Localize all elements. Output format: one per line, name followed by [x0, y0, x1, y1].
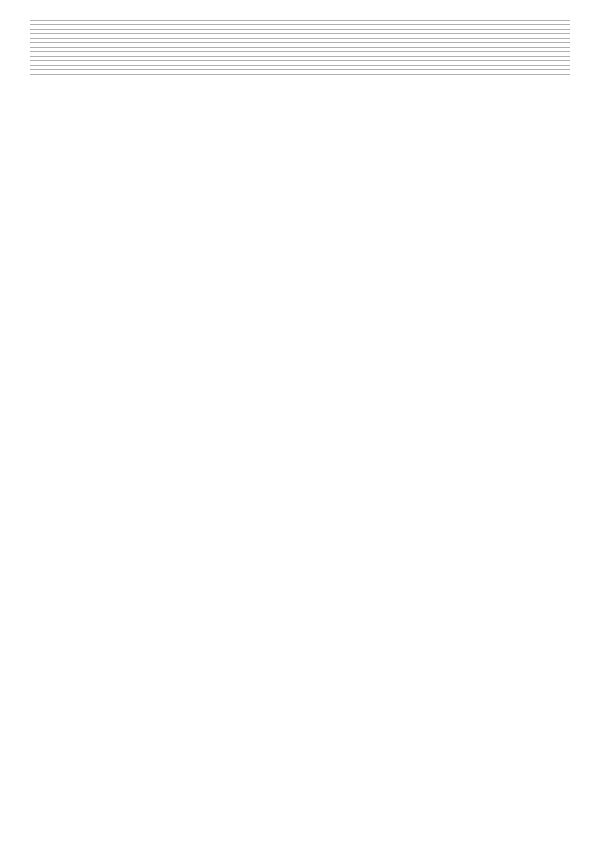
glossary-document — [30, 16, 570, 78]
glossary-entry — [30, 74, 570, 79]
